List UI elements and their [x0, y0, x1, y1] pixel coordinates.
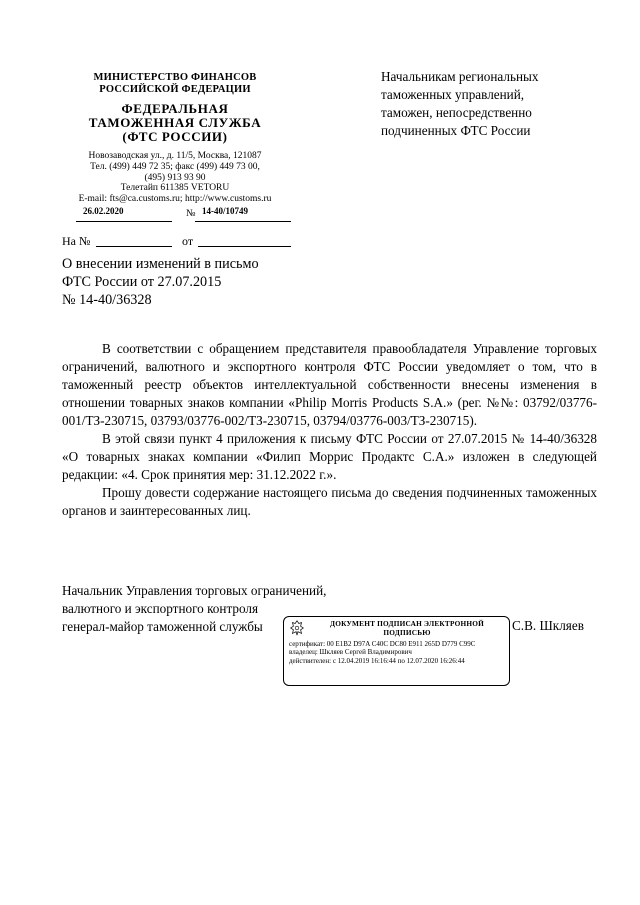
ot-label: от: [182, 234, 194, 248]
emblem-icon: [288, 619, 306, 637]
service-line: (ФТС РОССИИ): [122, 129, 228, 144]
recipient-line: таможенных управлений,: [381, 87, 525, 102]
letter-body: [62, 340, 597, 520]
registration-number: 14-40/10749: [202, 206, 248, 216]
phone-line: Тел. (499) 449 72 35; факс (499) 449 73 00,: [90, 161, 260, 172]
letter-subject: [62, 255, 312, 309]
number-sign: №: [186, 208, 196, 219]
recipient-line: Начальникам региональных: [381, 69, 539, 84]
signer-name: С.В. Шкляев: [512, 618, 584, 633]
stamp-owner: владелец: Шкляев Сергей Владимирович: [289, 648, 412, 657]
na-underline: [96, 246, 172, 247]
recipient-line: таможен, непосредственно: [381, 105, 532, 120]
registration-line: [62, 206, 292, 226]
subject-line: № 14-40/36328: [62, 292, 152, 308]
date-underline: [76, 221, 172, 222]
stamp-title-line: ДОКУМЕНТ ПОДПИСАН ЭЛЕКТРОННОЙ: [330, 619, 484, 628]
phone-line: (495) 913 93 90: [144, 172, 206, 183]
subject-line: О внесении изменений в письмо: [62, 256, 259, 272]
stamp-title: [312, 620, 502, 637]
teletype-line: Телетайп 611385 VETORU: [120, 183, 230, 194]
recipient-line: подчиненных ФТС России: [381, 123, 531, 138]
service-line: ФЕДЕРАЛЬНАЯ: [121, 101, 229, 116]
recipient-block: [381, 68, 596, 140]
signer-position: [62, 582, 327, 636]
contact-info: [62, 151, 288, 205]
position-line: Начальник Управления торговых ограничений,: [62, 583, 327, 598]
number-underline: [195, 221, 291, 222]
body-paragraph: В этой связи пункт 4 приложения к письму ФТС России от 27.07.2015 № 14-40/36328 «О товарных знаках компании «Филип Моррис Продактс С.А.» изложен в следующей редакции: «4. Срок принятия мер: 31.12.2022 г.».: [62, 431, 597, 482]
na-label: На №: [62, 234, 91, 248]
ministry-name: [62, 72, 288, 96]
stamp-details: [289, 640, 507, 665]
body-paragraph: В соответствии с обращением представителя правообладателя Управление торговых ограничений, валютного и экспортного контроля ФТС России уведомляет о том, что в таможенный реестр объектов интеллектуальной собственности внесены изменения в отношении товарных знаков компании «Philip Morris Products S.A.» (рег. №№: 03792/03776-001/ТЗ-230715, 03793/03776-002/ТЗ-230715, 03794/03776-003/ТЗ-230715).: [62, 341, 597, 428]
subject-line: ФТС России от 27.07.2015: [62, 274, 222, 290]
email-line: E-mail: fts@ca.customs.ru; http://www.customs.ru: [78, 194, 272, 205]
position-line: валютного и экспортного контроля: [62, 601, 259, 616]
electronic-signature-stamp: [283, 616, 510, 686]
service-line: ТАМОЖЕННАЯ СЛУЖБА: [88, 115, 262, 130]
body-paragraph: Прошу довести содержание настоящего письма до сведения подчиненных таможенных органов и заинтересованных лиц.: [62, 485, 597, 518]
reference-line: [62, 234, 297, 252]
registration-date: 26.02.2020: [83, 206, 124, 216]
address-line: Новозаводская ул., д. 11/5, Москва, 121087: [88, 151, 262, 161]
ministry-line: РОССИЙСКОЙ ФЕДЕРАЦИИ: [99, 84, 251, 95]
ot-underline: [198, 246, 291, 247]
stamp-validity: действителен: с 12.04.2019 16:16:44 по 12.07.2020 16:26:44: [289, 656, 465, 665]
stamp-title-line: ПОДПИСЬЮ: [383, 627, 431, 637]
position-line: генерал-майор таможенной службы: [62, 619, 263, 634]
ministry-line: МИНИСТЕРСТВО ФИНАНСОВ: [93, 72, 257, 83]
stamp-certificate: сертификат: 00 E1B2 D97A C40C DC80 E911 265D D779 C99C: [289, 640, 476, 648]
service-name: [62, 102, 288, 144]
